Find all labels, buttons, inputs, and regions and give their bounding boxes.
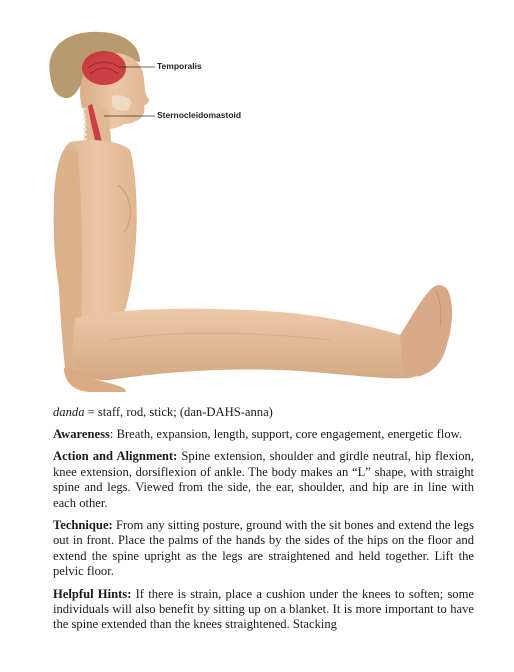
sanskrit-term: danda xyxy=(53,405,85,419)
section-heading: Technique: xyxy=(53,518,113,533)
section-heading: Action and Alignment: xyxy=(53,449,178,464)
section-technique xyxy=(53,518,474,580)
section-helpful-hints xyxy=(53,587,474,633)
section-heading: Awareness xyxy=(53,427,110,441)
temporalis-label: Temporalis xyxy=(157,61,202,71)
pose-description xyxy=(53,427,474,640)
section-body: From any sitting posture, ground with the sit bones and extend the legs out in front. Place the palms of the hands by the sides of the hips on the floor and extend the spine upright as the legs are straightened and held together. Lift the pelvic floor. xyxy=(53,518,474,579)
section-heading: Helpful Hints: xyxy=(53,586,132,601)
section-body: Breath, expansion, length, support, core engagement, energetic flow. xyxy=(116,427,463,441)
pose-caption xyxy=(53,405,474,420)
sternocleidomastoid-label: Sternocleidomastoid xyxy=(157,110,242,120)
section-body: Spine extension, shoulder and girdle neutral, hip flexion, knee extension, dorsiflexion of ankle. The body makes an “L” shape, with straight spine and legs. Viewed from the side, the ear, shoulder, and hip are in line with each other. xyxy=(53,449,474,510)
section-action-alignment xyxy=(53,449,474,511)
section-body: If there is strain, place a cushion under the knees to soften; some individuals will also benefit by sitting up on a blanket. It is more important to have the spine extended than the knees straightened. Stacking xyxy=(53,586,474,632)
foot-shape xyxy=(400,285,452,376)
term-definition: = staff, rod, stick; (dan-DAHS-anna) xyxy=(84,405,273,419)
section-awareness: Awareness: Breath, expansion, length, support, core engagement, energetic flow. xyxy=(53,427,463,441)
legs-shape xyxy=(72,309,424,381)
